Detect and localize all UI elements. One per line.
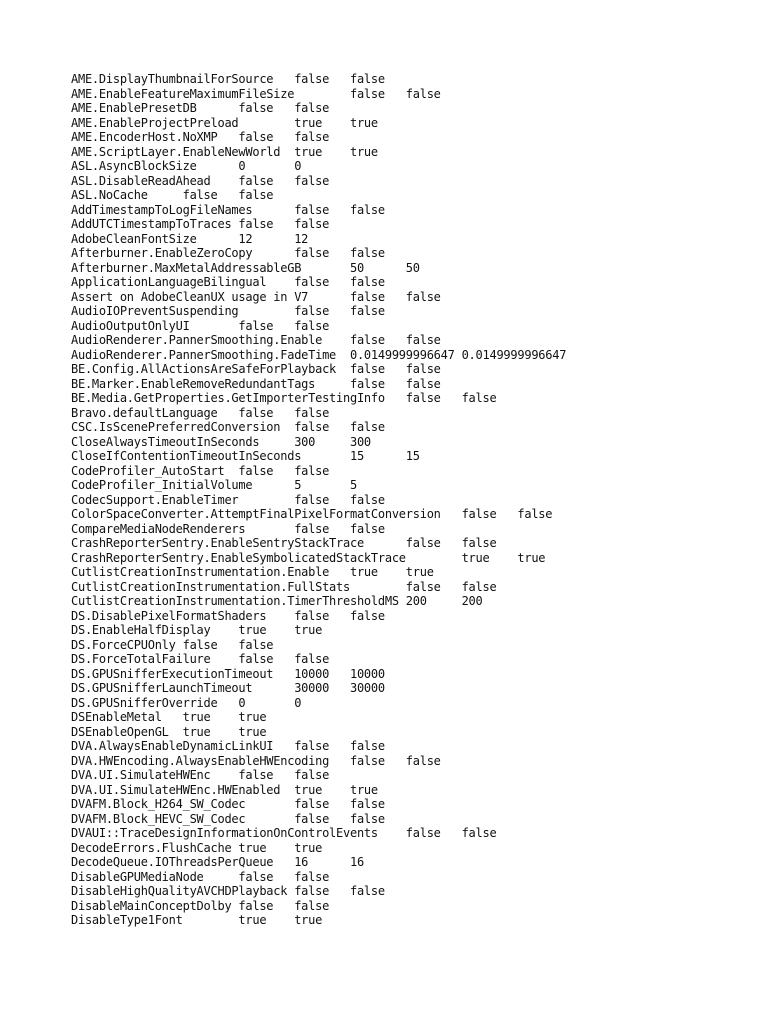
text-line: BE.Marker.EnableRemoveRedundantTags false false [71,376,441,391]
text-line: DS.ForceCPUOnly false false [71,637,274,652]
text-line: AddTimestampToLogFileNames false false [71,202,385,217]
text-line: Bravo.defaultLanguage false false [71,405,330,420]
text-line: CSC.IsScenePreferredConversion false false [71,420,385,434]
text-line: AudioRenderer.PannerSmoothing.Enable false false [71,333,441,347]
text-line: AME.DisplayThumbnailForSource false false [71,72,385,86]
text-line: ApplicationLanguageBilingual false false [71,275,385,289]
text-line: DS.GPUSnifferExecutionTimeout 10000 10000 [71,666,385,681]
text-line: DecodeErrors.FlushCache true true [71,840,323,855]
text-line: DVAFM.Block_H264_SW_Codec false false [71,797,385,811]
text-line: DVA.HWEncoding.AlwaysEnableHWEncoding false false [71,753,441,768]
text-line: DVAFM.Block_HEVC_SW_Codec false false [71,811,385,826]
text-line: CloseAlwaysTimeoutInSeconds 300 300 [71,434,371,449]
text-line: CutlistCreationInstrumentation.Enable true true [71,565,434,579]
text-line: DisableHighQualityAVCHDPlayback false false [71,884,385,898]
text-line: DVA.UI.SimulateHWEnc false false [71,768,330,782]
text-line: CrashReporterSentry.EnableSentryStackTrace false false [71,536,497,550]
text-line: Afterburner.MaxMetalAddressableGB 50 50 [71,260,420,275]
text-line: AudioIOPreventSuspending false false [71,304,385,318]
text-line: AudioOutputOnlyUI false false [71,318,330,333]
text-line: ASL.NoCache false false [71,188,274,202]
text-line: DS.EnableHalfDisplay true true [71,623,323,637]
text-line: CutlistCreationInstrumentation.FullStats false false [71,579,497,594]
text-line: DisableType1Font true true [71,913,323,927]
text-line: AME.EnableFeatureMaximumFileSize false false [71,86,441,101]
text-line: ASL.AsyncBlockSize 0 0 [71,159,302,173]
text-line: DVA.UI.SimulateHWEnc.HWEnabled true true [71,782,378,797]
text-line: CrashReporterSentry.EnableSymbolicatedStackTrace true true [71,550,546,565]
text-line: CodeProfiler_AutoStart false false [71,463,330,478]
text-line: Afterburner.EnableZeroCopy false false [71,246,385,260]
text-line: DS.DisablePixelFormatShaders false false [71,608,385,623]
text-line: AME.EnablePresetDB false false [71,101,330,115]
text-line: DS.GPUSnifferLaunchTimeout 30000 30000 [71,681,385,695]
text-line: DVA.AlwaysEnableDynamicLinkUI false false [71,739,385,753]
text-line: DS.GPUSnifferOverride 0 0 [71,695,302,710]
text-line: AudioRenderer.PannerSmoothing.FadeTime 0.0149999996647 0.0149999996647 [71,347,567,362]
text-line: DecodeQueue.IOThreadsPerQueue 16 16 [71,855,364,869]
text-line: DSEnableOpenGL true true [71,724,267,739]
text-line: ASL.DisableReadAhead false false [71,173,330,188]
text-line: AME.EncoderHost.NoXMP false false [71,130,330,144]
text-line: AdobeCleanFontSize 12 12 [71,231,309,246]
preferences-text-dump [71,72,566,928]
text-line: DisableMainConceptDolby false false [71,898,330,913]
text-line: CodecSupport.EnableTimer false false [71,492,385,507]
text-line: DisableGPUMediaNode false false [71,869,330,884]
text-line: CloseIfContentionTimeoutInSeconds 15 15 [71,449,420,463]
text-line: Assert on AdobeCleanUX usage in V7 false false [71,289,441,304]
text-line: DVAUI::TraceDesignInformationOnControlEvents false false [71,826,497,840]
text-line: BE.Media.GetProperties.GetImporterTestingInfo false false [71,391,497,405]
text-line: AddUTCTimestampToTraces false false [71,217,330,231]
text-line: DSEnableMetal true true [71,710,267,724]
text-line: AME.EnableProjectPreload true true [71,115,378,130]
text-line: AME.ScriptLayer.EnableNewWorld true true [71,144,378,159]
text-line: CompareMediaNodeRenderers false false [71,521,385,536]
text-line: ColorSpaceConverter.AttemptFinalPixelFormatConversion false false [71,507,553,521]
text-line: CutlistCreationInstrumentation.TimerThresholdMS 200 200 [71,594,483,608]
text-line: BE.Config.AllActionsAreSafeForPlayback false false [71,362,441,376]
text-line: CodeProfiler_InitialVolume 5 5 [71,478,357,492]
text-line: DS.ForceTotalFailure false false [71,652,330,666]
